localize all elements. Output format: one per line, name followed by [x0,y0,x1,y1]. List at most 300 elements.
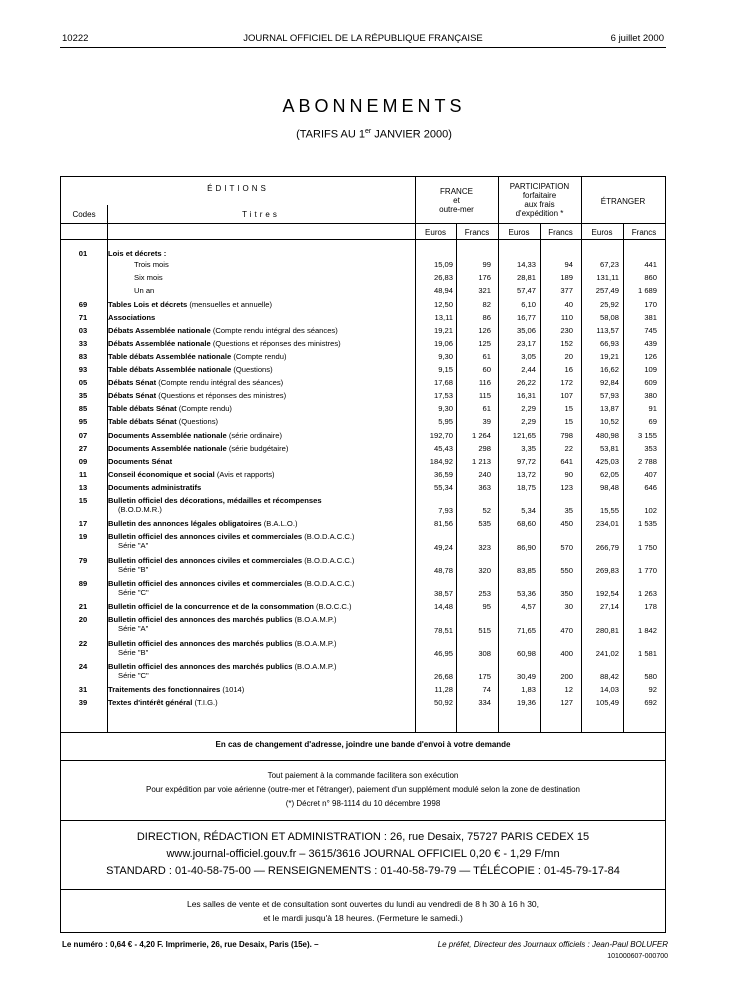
col-france-l1: FRANCE [440,187,473,196]
row-value: 257,49 [595,286,619,296]
row-value: 113,57 [596,325,619,335]
row-value: 1 689 [637,286,657,296]
row-title-detail: (B.O.D.A.C.C.) [302,532,355,542]
row-value: 152 [560,338,573,348]
row-title-detail: (Questions) [231,365,273,374]
row-title [108,273,440,282]
table-row [61,365,665,375]
table-row [61,470,665,480]
sales-line-2: et le mardi jusqu'à 18 heures. (Fermeture le samedi.) [263,913,463,923]
row-title-main: Table débats Sénat [108,404,177,414]
row-title-line2: Série "B" [118,564,149,574]
row-value: 95 [482,602,491,612]
row-value: 26,83 [433,273,453,283]
payment-line-3: (*) Décret n° 98-1114 du 10 décembre 1998 [285,799,441,808]
table-row [61,602,665,612]
row-value: 363 [478,482,491,492]
row-title [108,483,414,492]
row-value: 9,30 [438,351,453,361]
row-value: 1,83 [521,685,536,695]
col-part-l1: PARTICIPATION [509,182,570,191]
row-value: 92,84 [599,378,619,388]
row-value: 16 [564,365,573,374]
row-value: 4,57 [521,602,536,612]
row-title-main: Bulletin officiel des annonces civiles et commerciales [108,579,303,588]
row-value: 74 [482,685,491,695]
row-value: 94 [564,260,573,270]
table-row [61,431,665,441]
row-title-main: Table débats Assemblée nationale [108,365,232,374]
sales-line-1: Les salles de vente et de consultation sont ouvertes du lundi au vendredi de 8 h 30 à 16 h 30, [186,899,540,909]
row-value: 692 [644,698,657,708]
row-title-main: Un an [134,286,155,296]
page-subtitle [0,128,748,141]
row-value: 400 [560,648,573,658]
row-value: 2 788 [637,456,657,466]
row-value: 280,81 [595,625,619,635]
row-value: 60 [482,365,491,374]
table-row [61,444,665,454]
row-value: 19,06 [433,338,453,348]
row-value: 45,43 [433,443,453,453]
row-value: 16,62 [599,365,619,374]
row-value: 11,28 [434,685,453,695]
table-row [61,662,665,682]
row-value: 16,77 [516,312,536,322]
address-notice: En cas de changement d'adresse, joindre une bande d'envoi à votre demande [215,740,511,749]
row-value: 19,36 [516,698,536,708]
row-title-line2: Série "B" [118,647,149,657]
row-code: 31 [78,685,88,695]
row-value: 86 [482,312,491,322]
row-value: 62,05 [599,469,619,479]
row-value: 38,57 [433,589,453,599]
row-value: 60,98 [516,648,536,658]
row-value: 15,55 [599,506,619,516]
rates-table [61,177,665,732]
row-title [108,378,414,387]
row-value: 16,31 [516,391,536,401]
row-value: 83,85 [516,565,536,575]
row-value: 1 535 [637,519,657,529]
row-title-main: Bulletin officiel des annonces civiles et commerciales [108,532,303,542]
col-titres: Titres [242,210,280,219]
col-france-l3: outre-mer [439,205,474,214]
row-value: 35,06 [516,325,536,335]
subtitle-sup: er [364,128,372,135]
row-value: 3 155 [637,430,657,440]
row-code: 21 [78,602,88,612]
row-value: 66,93 [599,338,619,348]
row-code: 13 [78,482,88,492]
row-title-main: Bulletin officiel des annonces des marchés publics [108,615,293,625]
row-value: 40 [564,299,573,309]
row-value: 269,83 [595,565,619,575]
row-value: 10,52 [599,417,619,427]
subheader-bottom-rule [61,239,665,240]
row-title-main: Bulletin officiel de la concurrence et de la consommation [108,602,314,612]
row-title [108,532,414,550]
row-title [108,326,414,335]
row-code: 95 [78,417,88,427]
row-value: 184,92 [429,456,453,466]
row-value: 57,47 [516,286,536,296]
row-value: 102 [644,506,657,516]
table-row [61,579,665,599]
issue-date: 6 juillet 2000 [610,33,664,44]
row-title [108,417,414,426]
table-row [61,313,665,323]
footer-right: Le préfet, Directeur des Journaux officiels : Jean-Paul BOLUFER [437,940,668,949]
row-title [108,615,414,633]
row-title-main: Débats Assemblée nationale [108,338,211,348]
row-title [108,404,414,413]
row-value: 22 [564,443,573,453]
row-title-main: Documents Assemblée nationale [108,443,227,453]
row-value: 78,51 [433,625,453,635]
row-value: 353 [644,443,657,453]
row-value: 61 [482,404,491,414]
row-value: 1 213 [471,456,491,466]
sub-francs-1: Francs [464,228,490,237]
row-code: 85 [78,404,88,414]
row-value: 9,30 [438,404,453,414]
row-value: 39 [482,417,491,427]
row-value: 123 [560,482,573,492]
row-value: 241,02 [595,648,619,658]
table-row [61,404,665,414]
row-value: 18,75 [516,482,536,492]
row-value: 5,34 [521,506,536,516]
sub-euros-3: Euros [591,228,613,237]
payment-line-2: Pour expédition par voie aérienne (outre-mer et l'étranger), paiement d'un supplément modulé selon la zone de destination [146,785,580,794]
row-title-main: Six mois [134,273,163,283]
row-value: 23,17 [516,338,536,348]
table-row [61,685,665,695]
row-value: 9,15 [438,365,453,374]
col-part-l3: aux frais [524,200,555,209]
table-row [61,339,665,349]
row-value: 131,11 [596,273,619,283]
row-title-detail: (Compte rendu intégral des séances) [156,378,284,388]
row-value: 116 [478,378,491,388]
row-value: 125 [478,338,491,348]
row-value: 480,98 [595,430,619,440]
row-value: 641 [560,456,573,466]
table-row [61,286,665,296]
table-row [61,391,665,401]
row-title [108,249,414,258]
row-code: 22 [78,638,88,648]
page-footer [62,940,668,960]
row-title-detail: (Questions et réponses des ministres) [210,338,341,348]
row-value: 745 [644,325,657,335]
table-row [61,639,665,659]
row-value: 323 [478,542,491,552]
row-value: 68,60 [516,519,536,529]
col-participation [498,182,581,218]
row-title-detail: (B.O.C.C.) [313,602,352,612]
row-value: 12,50 [433,299,453,309]
row-value: 380 [644,391,657,401]
row-value: 439 [644,338,657,348]
row-title-main: Documents administratifs [108,482,202,492]
row-value: 646 [644,482,657,492]
row-value: 2,29 [521,417,536,427]
row-title-detail: (1014) [220,685,245,695]
row-value: 99 [482,260,491,270]
row-title-line2: Série "C" [118,671,149,680]
row-title [108,339,414,348]
row-title-main: Traitements des fonctionnaires [108,685,221,695]
row-value: 381 [644,312,657,322]
row-value: 535 [478,519,491,529]
notice-rule [61,760,665,761]
row-code: 03 [78,325,88,335]
col-france-l2: et [453,196,460,205]
row-value: 17,53 [433,391,453,401]
header-bottom-rule [61,223,665,224]
row-value: 92 [648,685,657,695]
table-row [61,417,665,427]
row-value: 48,94 [433,286,453,296]
row-value: 27,14 [599,602,619,612]
row-title-detail: (Compte rendu) [231,351,287,361]
row-value: 470 [560,625,573,635]
row-value: 230 [560,325,573,335]
row-code: 09 [78,456,88,466]
row-code: 93 [78,365,88,374]
row-title [108,313,414,322]
row-value: 88,42 [599,672,619,682]
table-row [61,300,665,310]
row-value: 13,87 [599,404,619,414]
row-title-line2: Série "C" [118,588,149,597]
row-value: 121,65 [512,430,536,440]
row-title-detail: (Compte rendu) [176,404,232,414]
row-value: 253 [478,589,491,599]
row-title-main: Table débats Sénat [108,417,177,427]
row-title [108,496,414,514]
row-value: 550 [560,565,573,575]
row-value: 86,90 [516,542,536,552]
table-row [61,483,665,493]
row-title [108,556,414,574]
row-title [108,470,414,479]
row-value: 172 [560,378,573,388]
row-title-detail: (Questions et réponses des ministres) [156,391,287,401]
row-value: 7,93 [438,506,453,516]
row-value: 126 [478,325,491,335]
row-title [108,260,440,269]
row-value: 450 [560,519,573,529]
table-row [61,519,665,529]
row-value: 6,10 [521,299,536,309]
row-value: 30,49 [516,672,536,682]
row-value: 50,92 [433,698,453,708]
row-title [108,352,414,361]
row-title-main: Documents Assemblée nationale [108,430,227,440]
row-code: 07 [78,430,88,440]
row-code: 83 [78,351,88,361]
row-title-detail: (Avis et rapports) [214,469,275,479]
row-value: 1 263 [637,589,657,599]
col-part-l4: d'expédition * [515,209,564,218]
row-title [108,391,414,400]
row-title [108,286,440,295]
row-code: 24 [78,662,88,671]
row-value: 91 [648,404,657,414]
table-row [61,273,665,283]
table-row [61,532,665,552]
table-row [61,326,665,336]
row-value: 192,70 [429,430,453,440]
row-title [108,519,414,528]
row-title-detail: (B.O.A.M.P.) [292,615,337,625]
row-value: 13,11 [434,312,453,322]
table-row [61,352,665,362]
row-title-main: Bulletin officiel des annonces civiles et commerciales [108,555,303,565]
row-code: 11 [78,469,88,479]
row-value: 15 [564,404,573,414]
row-value: 441 [644,260,657,270]
sub-euros-1: Euros [425,228,446,237]
row-value: 200 [560,672,573,682]
row-value: 69 [648,417,657,427]
header-rule [60,47,666,48]
row-value: 170 [644,299,657,309]
row-value: 1 770 [637,565,657,575]
table-row [61,615,665,635]
row-value: 14,33 [516,260,536,270]
sub-euros-2: Euros [508,228,530,237]
row-title-detail: (B.O.A.M.P.) [292,662,337,671]
table-row [61,457,665,467]
row-code: 15 [78,496,88,505]
row-value: 609 [644,378,657,388]
row-title-main: Débats Sénat [108,391,157,401]
row-title [108,457,414,466]
row-value: 14,48 [433,602,453,612]
row-title [108,365,414,374]
row-value: 82 [482,299,491,309]
row-value: 798 [560,430,573,440]
row-title-detail: (Compte rendu intégral des séances) [210,325,338,335]
row-title-main: Lois et décrets : [108,249,167,258]
row-value: 90 [564,469,573,479]
col-part-l2: forfaitaire [522,191,557,200]
footer-left: Le numéro : 0,64 € - 4,20 F. Imprimerie, 26, rue Desaix, Paris (15e). – [62,940,319,949]
row-title-line2: Série "A" [118,624,149,634]
row-value: 1 264 [471,430,491,440]
contact-line-1: DIRECTION, RÉDACTION ET ADMINISTRATION : 26, rue Desaix, 75727 PARIS CEDEX 15 [136,831,590,843]
row-title-main: Associations [108,312,156,322]
row-code: 35 [78,391,88,401]
row-value: 107 [560,391,573,401]
row-value: 57,93 [599,391,619,401]
row-title-main: Documents Sénat [108,456,173,466]
row-code: 39 [78,698,88,708]
row-code: 20 [78,615,88,625]
row-value: 52 [482,506,491,516]
row-value: 320 [478,565,491,575]
row-title-line2: Série "A" [118,541,149,551]
row-value: 105,49 [595,698,619,708]
row-title-main: Bulletin officiel des annonces des marchés publics [108,662,293,671]
row-value: 1 581 [637,648,657,658]
row-value: 266,79 [595,542,619,552]
row-value: 26,68 [433,672,453,682]
row-value: 46,95 [433,648,453,658]
row-value: 176 [478,273,491,283]
row-title [108,662,414,680]
row-title-main: Bulletin officiel des décorations, médailles et récompenses [108,496,322,505]
subtitle-post: JANVIER 2000) [371,128,452,141]
row-value: 98,48 [599,482,619,492]
row-value: 48,78 [433,565,453,575]
row-value: 19,21 [599,351,619,361]
row-value: 67,23 [599,260,619,270]
row-value: 15 [564,417,573,427]
row-value: 115 [478,391,491,401]
table-row [61,260,665,270]
table-row [61,698,665,708]
row-code: 17 [78,519,88,529]
row-value: 58,08 [599,312,619,322]
row-code: 69 [78,299,88,309]
row-value: 377 [560,286,573,296]
row-title [108,444,414,453]
row-value: 12 [564,685,573,695]
row-value: 25,92 [599,299,619,309]
row-code: 71 [78,312,88,322]
row-value: 350 [560,589,573,599]
row-value: 860 [644,273,657,283]
row-value: 334 [478,698,491,708]
row-code: 19 [78,532,88,542]
row-value: 19,21 [433,325,453,335]
row-value: 110 [560,312,573,322]
col-france [415,187,498,214]
row-value: 20 [564,351,573,361]
row-title-main: Débats Sénat [108,378,157,388]
page-title: ABONNEMENTS [282,96,466,116]
contact-line-2: www.journal-officiel.gouv.fr – 3615/3616 JOURNAL OFFICIEL 0,20 € - 1,29 F/mn [166,848,560,860]
journal-name: JOURNAL OFFICIEL DE LA RÉPUBLIQUE FRANÇAISE [243,33,483,44]
row-value: 26,22 [516,378,536,388]
row-value: 1 750 [637,542,657,552]
row-title-detail: (B.O.D.A.C.C.) [302,579,355,588]
row-value: 425,03 [595,456,619,466]
row-value: 580 [644,672,657,682]
row-value: 570 [560,542,573,552]
row-title-detail: (mensuelles et annuelle) [187,299,273,309]
row-value: 126 [644,351,657,361]
row-code: 79 [78,555,88,565]
row-title-detail: (série ordinaire) [226,430,283,440]
row-title-detail: (Questions) [176,417,219,427]
row-code: 27 [78,443,88,453]
row-title-detail: (série budgétaire) [226,443,289,453]
row-value: 2,44 [521,365,536,374]
row-title [108,579,414,597]
table-row [61,378,665,388]
row-value: 298 [478,443,491,453]
row-value: 71,65 [516,625,536,635]
row-value: 53,81 [599,443,619,453]
row-value: 127 [560,698,573,708]
row-title-detail: (B.O.A.M.P.) [292,638,337,648]
